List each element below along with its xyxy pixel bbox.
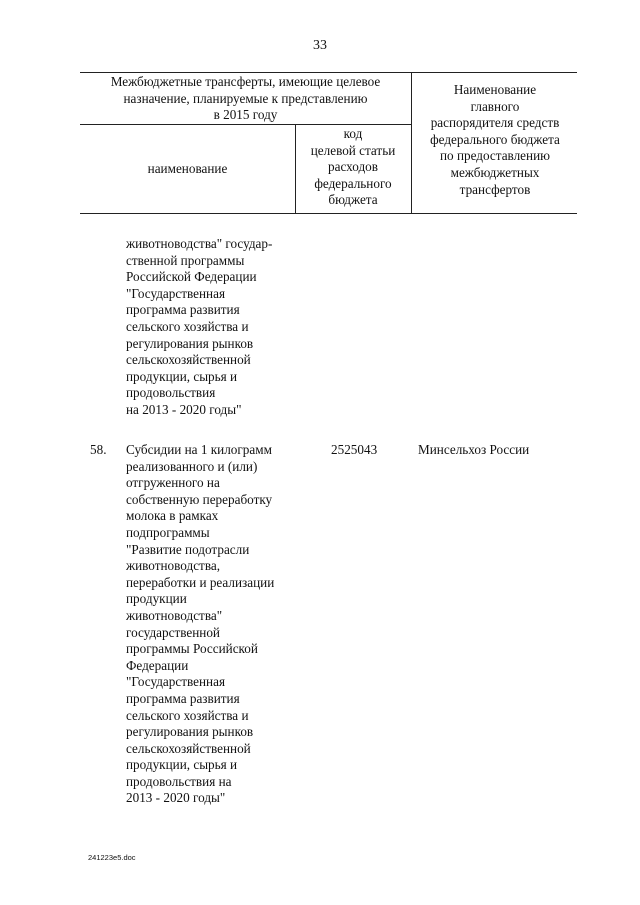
document-footer: 241223e5.doc <box>88 853 136 862</box>
row-admin: Минсельхоз России <box>418 442 530 457</box>
header-divider-admin <box>411 72 412 213</box>
row-number: 58. <box>90 442 107 457</box>
row-code: 2525043 <box>331 442 378 457</box>
header-divider-code <box>295 124 296 213</box>
header-bottom-rule <box>80 213 577 214</box>
header-group-title: Межбюджетные трансферты, имеющие целевое назначение, планируемые к представлению в 2015 году <box>110 74 381 123</box>
header-col-name: наименование <box>147 161 228 176</box>
header-top-rule <box>80 72 577 73</box>
continuation-text: животноводства" государ- ственной программы Российской Федерации "Государственная программа развития сельского хозяйства и регулирования рынков сельскохозяйственной продукции, сырья и продовольствия на 2013 - 2020 годы" <box>126 236 273 417</box>
header-col-code: код целевой статьи расходов федерального бюджета <box>310 126 396 208</box>
page-number: 33 <box>313 38 327 53</box>
row-name: Субсидии на 1 килограмм реализованного и (или) отгруженного на собственную переработку молока в рамках подпрограммы "Развитие подотрасли животноводства, переработки и реализации продукции животноводства" государственной программы Российской Федерации "Государственная программа развития сельского хозяйства и регулирования рынков сельскохозяйственной продукции, сырья и продовольствия на 2013 - 2020 годы" <box>126 442 275 806</box>
header-col-admin: Наименование главного распорядителя средств федерального бюджета по предоставлению межбюджетных трансфертов <box>430 82 560 197</box>
header-subgroup-rule <box>80 124 411 125</box>
